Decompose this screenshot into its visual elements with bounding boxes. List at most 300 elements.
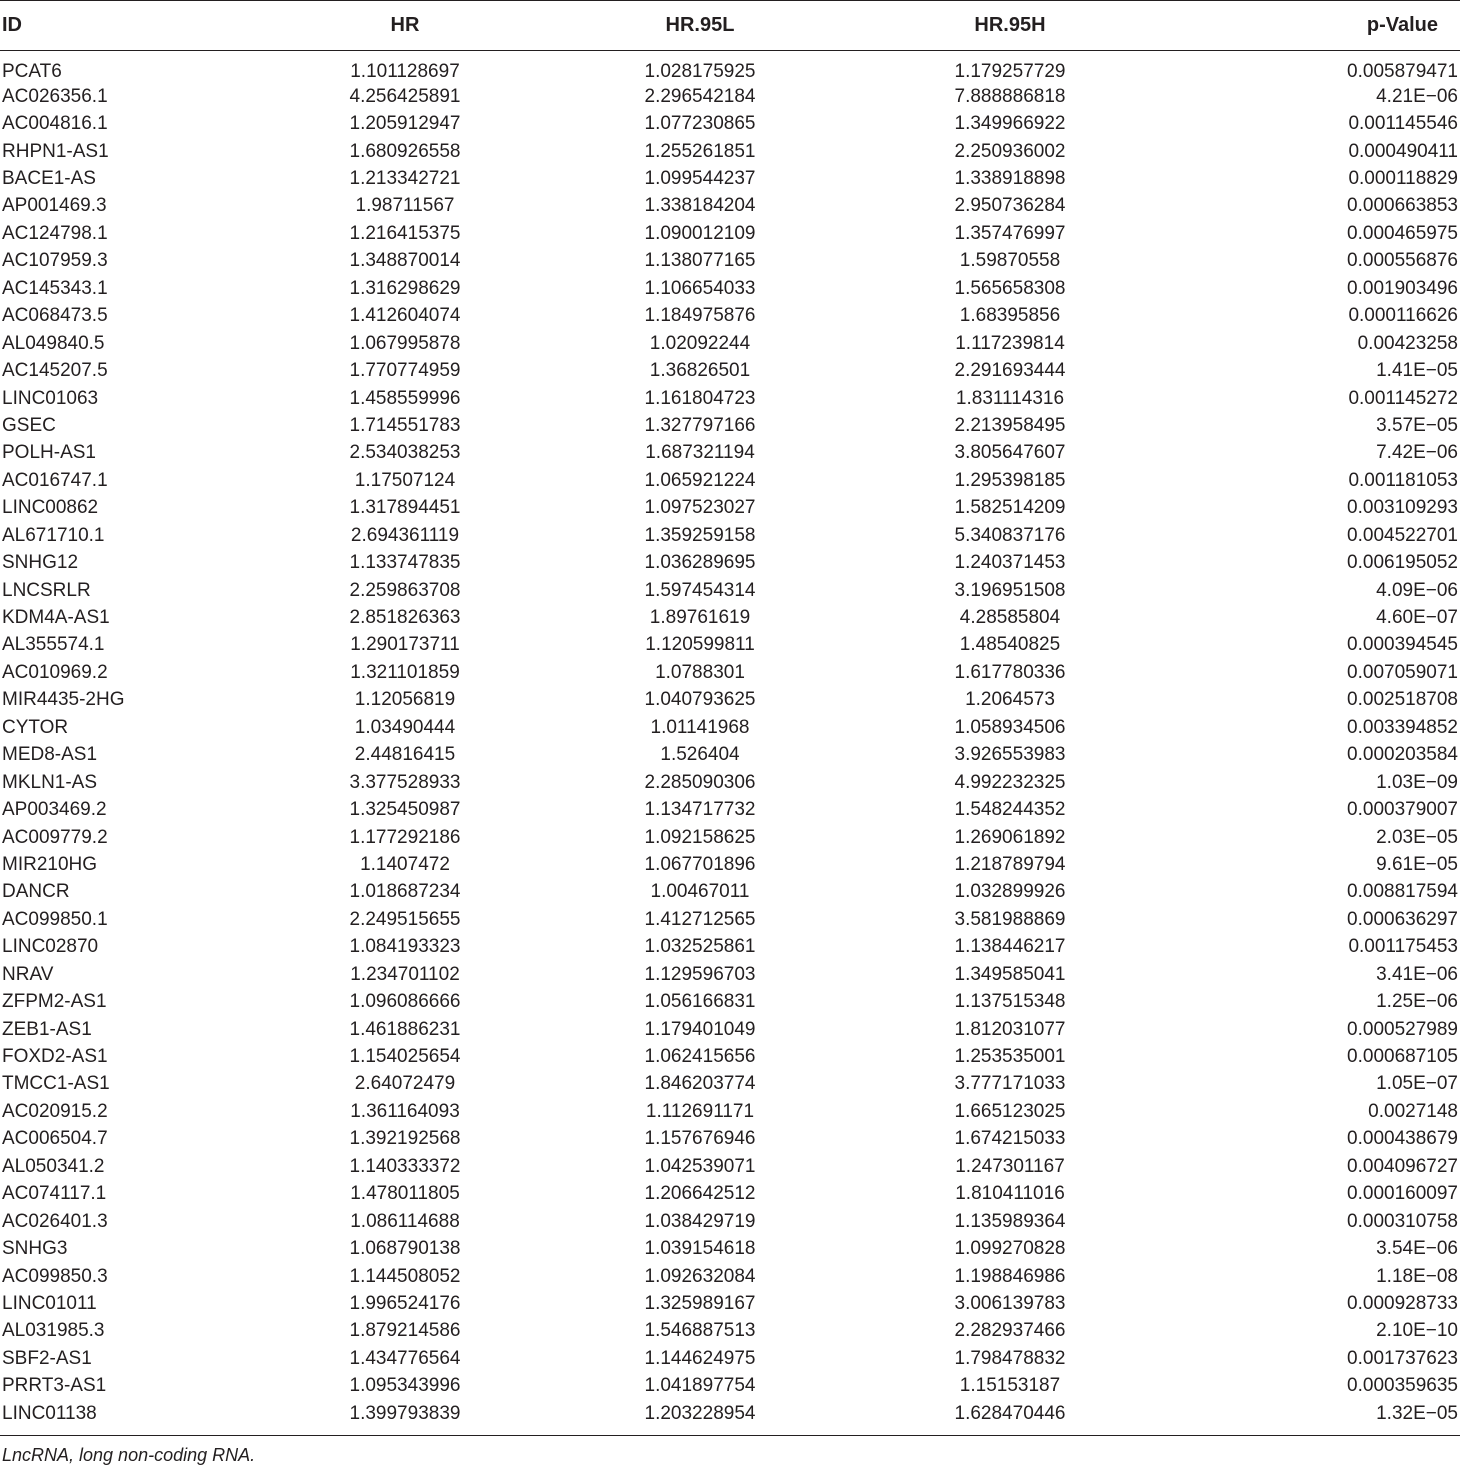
cell-hr: 1.316298629 bbox=[349, 277, 461, 299]
cell-hr-95l: 1.112691171 bbox=[645, 1100, 755, 1122]
cell-hr: 1.12056819 bbox=[354, 689, 456, 711]
cell-hr-95l: 1.090012109 bbox=[644, 222, 756, 244]
cell-hr-95l: 1.161804723 bbox=[644, 387, 756, 409]
cell-hr-95l: 1.129596703 bbox=[644, 963, 756, 985]
cell-p-value: 0.000310758 bbox=[1347, 1210, 1458, 1232]
cell-id: AL031985.3 bbox=[2, 1320, 105, 1342]
cell-hr-95h: 3.926553983 bbox=[954, 744, 1066, 766]
cell-hr-95h: 1.032899926 bbox=[954, 881, 1066, 903]
cell-p-value: 0.002518708 bbox=[1347, 689, 1458, 711]
cell-hr-95l: 1.526404 bbox=[660, 744, 740, 766]
cell-p-value: 0.001175453 bbox=[1348, 936, 1458, 958]
cell-hr-95l: 2.296542184 bbox=[644, 85, 756, 107]
cell-id: POLH-AS1 bbox=[2, 442, 96, 464]
cell-hr-95h: 1.628470446 bbox=[954, 1402, 1066, 1424]
cell-id: LINC00862 bbox=[2, 497, 99, 519]
cell-hr: 1.996524176 bbox=[349, 1292, 461, 1314]
cell-hr: 1.770774959 bbox=[349, 360, 461, 382]
cell-hr-95h: 1.798478832 bbox=[954, 1347, 1066, 1369]
cell-hr-95l: 1.092158625 bbox=[644, 826, 756, 848]
cell-p-value: 0.000556876 bbox=[1347, 250, 1458, 272]
cell-p-value: 0.006195052 bbox=[1347, 552, 1458, 574]
cell-p-value: 1.18E−08 bbox=[1376, 1265, 1458, 1287]
cell-hr-95l: 1.041897754 bbox=[644, 1375, 756, 1397]
cell-hr-95l: 1.097523027 bbox=[644, 497, 756, 519]
table-row bbox=[0, 83, 1460, 110]
cell-hr-95h: 1.247301167 bbox=[955, 1155, 1065, 1177]
cell-id: AC145343.1 bbox=[2, 277, 108, 299]
table-row bbox=[0, 165, 1460, 192]
cell-id: KDM4A-AS1 bbox=[2, 607, 110, 629]
cell-p-value: 4.09E−06 bbox=[1376, 579, 1458, 601]
cell-hr: 2.249515655 bbox=[349, 908, 461, 930]
table-row bbox=[0, 303, 1460, 330]
cell-hr-95l: 1.067701896 bbox=[644, 853, 756, 875]
cell-hr-95h: 3.581988869 bbox=[954, 908, 1066, 930]
cell-hr-95l: 1.02092244 bbox=[649, 332, 751, 354]
cell-p-value: 1.03E−09 bbox=[1376, 771, 1458, 793]
table-row bbox=[0, 1098, 1460, 1125]
cell-hr-95h: 1.48540825 bbox=[959, 634, 1061, 656]
table-row bbox=[0, 549, 1460, 576]
cell-hr-95l: 1.846203774 bbox=[644, 1073, 756, 1095]
cell-hr: 1.067995878 bbox=[349, 332, 461, 354]
cell-id: SNHG12 bbox=[2, 552, 79, 574]
cell-id: AC099850.3 bbox=[2, 1265, 108, 1287]
cell-hr-95h: 1.295398185 bbox=[954, 469, 1066, 491]
cell-hr: 2.851826363 bbox=[349, 607, 461, 629]
cell-hr-95h: 1.137515348 bbox=[954, 991, 1066, 1013]
cell-id: MKLN1-AS bbox=[2, 771, 98, 793]
cell-hr-95h: 4.28585804 bbox=[959, 607, 1061, 629]
cell-hr: 1.461886231 bbox=[349, 1018, 461, 1040]
cell-hr: 2.694361119 bbox=[350, 524, 460, 546]
cell-id: AP001469.3 bbox=[2, 195, 107, 217]
cell-hr: 1.096086666 bbox=[349, 991, 461, 1013]
cell-hr-95l: 1.038429719 bbox=[644, 1210, 756, 1232]
cell-p-value: 3.41E−06 bbox=[1376, 963, 1458, 985]
cell-id: DANCR bbox=[2, 881, 70, 903]
table-row bbox=[0, 851, 1460, 878]
cell-p-value: 0.000490411 bbox=[1348, 140, 1458, 162]
cell-hr: 1.140333372 bbox=[349, 1155, 461, 1177]
cell-id: AC145207.5 bbox=[2, 360, 108, 382]
cell-hr-95h: 2.950736284 bbox=[954, 195, 1066, 217]
cell-id: SNHG3 bbox=[2, 1238, 68, 1260]
cell-id: LINC01138 bbox=[2, 1402, 97, 1424]
cell-hr-95l: 1.00467011 bbox=[650, 881, 750, 903]
table-row bbox=[0, 110, 1460, 137]
cell-hr-95l: 1.065921224 bbox=[644, 469, 756, 491]
table-row bbox=[0, 824, 1460, 851]
column-header-id: ID bbox=[0, 1, 260, 51]
cell-hr-95l: 1.184975876 bbox=[644, 305, 756, 327]
cell-id: AC010969.2 bbox=[2, 661, 108, 683]
cell-hr: 1.290173711 bbox=[350, 634, 460, 656]
cell-p-value: 4.60E−07 bbox=[1376, 607, 1458, 629]
table-row bbox=[0, 385, 1460, 412]
cell-id: AC074117.1 bbox=[2, 1183, 107, 1205]
table-row bbox=[0, 51, 1460, 84]
cell-hr: 1.17507124 bbox=[354, 469, 456, 491]
cell-hr-95l: 1.134717732 bbox=[644, 799, 756, 821]
cell-hr-95l: 1.106654033 bbox=[644, 277, 756, 299]
table-row bbox=[0, 577, 1460, 604]
cell-hr-95l: 1.325989167 bbox=[644, 1292, 756, 1314]
cell-p-value: 0.004096727 bbox=[1347, 1155, 1458, 1177]
cell-hr-95l: 1.062415656 bbox=[644, 1046, 756, 1068]
cell-id: AL050341.2 bbox=[2, 1155, 105, 1177]
cell-hr-95h: 1.665123025 bbox=[954, 1100, 1066, 1122]
table-row bbox=[0, 687, 1460, 714]
table-row bbox=[0, 357, 1460, 384]
cell-hr: 1.213342721 bbox=[349, 168, 461, 190]
cell-hr-95l: 1.144624975 bbox=[644, 1347, 756, 1369]
cell-id: ZEB1-AS1 bbox=[2, 1018, 92, 1040]
cell-hr: 1.98711567 bbox=[355, 195, 455, 217]
cell-hr-95l: 1.028175925 bbox=[644, 61, 756, 82]
cell-hr-95h: 1.349585041 bbox=[954, 963, 1066, 985]
cell-p-value: 0.004522701 bbox=[1347, 524, 1458, 546]
cell-hr-95l: 1.338184204 bbox=[644, 195, 756, 217]
cell-hr: 1.234701102 bbox=[350, 963, 460, 985]
cell-hr-95h: 1.582514209 bbox=[954, 497, 1066, 519]
cell-p-value: 0.000116626 bbox=[1348, 305, 1458, 327]
cell-id: CYTOR bbox=[2, 716, 69, 738]
cell-hr: 1.361164093 bbox=[350, 1100, 460, 1122]
table-row bbox=[0, 1043, 1460, 1070]
cell-hr-95h: 3.196951508 bbox=[954, 579, 1066, 601]
cell-hr: 1.068790138 bbox=[349, 1238, 461, 1260]
cell-hr-95l: 1.042539071 bbox=[644, 1155, 756, 1177]
cell-id: AP003469.2 bbox=[2, 799, 107, 821]
cell-hr-95l: 1.597454314 bbox=[644, 579, 756, 601]
table-row bbox=[0, 988, 1460, 1015]
cell-hr-95h: 1.548244352 bbox=[954, 799, 1066, 821]
cell-hr-95h: 3.777171033 bbox=[954, 1073, 1066, 1095]
cell-p-value: 2.03E−05 bbox=[1376, 826, 1458, 848]
table-row bbox=[0, 275, 1460, 302]
cell-id: LINC01011 bbox=[2, 1292, 97, 1314]
cell-hr: 2.44816415 bbox=[354, 744, 456, 766]
cell-hr: 2.534038253 bbox=[349, 442, 461, 464]
cell-hr-95l: 1.077230865 bbox=[644, 113, 756, 135]
cell-p-value: 3.54E−06 bbox=[1376, 1238, 1458, 1260]
cell-id: AC099850.1 bbox=[2, 908, 108, 930]
cell-id: AL671710.1 bbox=[2, 524, 105, 546]
table-row bbox=[0, 906, 1460, 933]
cell-id: AC124798.1 bbox=[2, 222, 108, 244]
column-header-hr-95h: HR.95H bbox=[850, 1, 1170, 51]
table-row bbox=[0, 138, 1460, 165]
cell-id: LINC02870 bbox=[2, 936, 99, 958]
table-row bbox=[0, 1153, 1460, 1180]
cell-p-value: 0.003394852 bbox=[1347, 716, 1458, 738]
cell-hr: 1.1407472 bbox=[360, 853, 450, 875]
header-row bbox=[0, 1, 1460, 51]
cell-hr-95l: 1.036289695 bbox=[644, 552, 756, 574]
cell-hr: 1.216415375 bbox=[349, 222, 461, 244]
cell-hr-95h: 1.179257729 bbox=[954, 61, 1066, 82]
cell-id: AC009779.2 bbox=[2, 826, 108, 848]
table-row bbox=[0, 522, 1460, 549]
cell-hr-95h: 1.218789794 bbox=[954, 853, 1066, 875]
cell-hr: 2.259863708 bbox=[349, 579, 461, 601]
cell-p-value: 0.000527989 bbox=[1347, 1018, 1458, 1040]
table-row bbox=[0, 1400, 1460, 1427]
cell-p-value: 0.000465975 bbox=[1347, 222, 1458, 244]
table-row bbox=[0, 1373, 1460, 1400]
cell-hr-95h: 1.349966922 bbox=[954, 113, 1066, 135]
cell-p-value: 0.000160097 bbox=[1347, 1183, 1458, 1205]
cell-hr: 1.205912947 bbox=[349, 113, 461, 135]
cell-hr: 1.177292186 bbox=[349, 826, 461, 848]
table-row bbox=[0, 714, 1460, 741]
cell-id: PCAT6 bbox=[2, 61, 62, 82]
cell-hr-95h: 7.888886818 bbox=[954, 85, 1066, 107]
cell-hr-95l: 2.285090306 bbox=[644, 771, 756, 793]
cell-id: AC016747.1 bbox=[2, 469, 108, 491]
cell-hr-95h: 1.59870558 bbox=[959, 250, 1061, 272]
cell-hr-95h: 1.15153187 bbox=[959, 1375, 1061, 1397]
cell-hr-95h: 1.269061892 bbox=[954, 826, 1066, 848]
cell-id: SBF2-AS1 bbox=[2, 1347, 92, 1369]
cell-id: AC006504.7 bbox=[2, 1128, 108, 1150]
cell-hr-95h: 1.810411016 bbox=[955, 1183, 1065, 1205]
cell-p-value: 0.00423258 bbox=[1357, 332, 1458, 354]
cell-p-value: 0.000438679 bbox=[1347, 1128, 1458, 1150]
cell-hr-95l: 1.179401049 bbox=[644, 1018, 756, 1040]
cell-hr: 1.434776564 bbox=[349, 1347, 461, 1369]
cell-p-value: 0.000636297 bbox=[1347, 908, 1458, 930]
table-row bbox=[0, 440, 1460, 467]
cell-hr-95l: 1.040793625 bbox=[644, 689, 756, 711]
table-row bbox=[0, 1016, 1460, 1043]
cell-id: AC026401.3 bbox=[2, 1210, 108, 1232]
cell-id: NRAV bbox=[2, 963, 54, 985]
cell-hr-95h: 2.291693444 bbox=[954, 360, 1066, 382]
cell-p-value: 0.000203584 bbox=[1347, 744, 1458, 766]
cell-p-value: 1.25E−06 bbox=[1376, 991, 1458, 1013]
cell-p-value: 0.001181053 bbox=[1348, 469, 1458, 491]
cell-id: PRRT3-AS1 bbox=[2, 1375, 107, 1397]
table-row bbox=[0, 1318, 1460, 1345]
cell-hr-95h: 1.357476997 bbox=[954, 222, 1066, 244]
table-row bbox=[0, 604, 1460, 631]
cell-hr-95l: 1.203228954 bbox=[644, 1402, 756, 1424]
cell-id: AC107959.3 bbox=[2, 250, 108, 272]
cell-p-value: 2.10E−10 bbox=[1376, 1320, 1458, 1342]
cell-hr: 1.412604074 bbox=[349, 305, 461, 327]
column-header-hr-95l: HR.95L bbox=[550, 1, 850, 51]
cell-hr: 1.879214586 bbox=[349, 1320, 461, 1342]
cell-p-value: 0.001903496 bbox=[1347, 277, 1458, 299]
table-row bbox=[0, 796, 1460, 823]
cell-id: RHPN1-AS1 bbox=[2, 140, 109, 162]
cell-hr: 1.680926558 bbox=[349, 140, 461, 162]
cell-hr-95l: 1.359259158 bbox=[644, 524, 756, 546]
cell-id: AL355574.1 bbox=[2, 634, 105, 656]
cell-hr-95h: 1.099270828 bbox=[954, 1238, 1066, 1260]
cell-hr-95h: 3.805647607 bbox=[954, 442, 1066, 464]
cell-hr-95l: 1.099544237 bbox=[644, 168, 756, 190]
cell-id: TMCC1-AS1 bbox=[2, 1073, 110, 1095]
cell-p-value: 0.001145546 bbox=[1348, 113, 1458, 135]
cell-hr: 1.321101859 bbox=[350, 661, 460, 683]
table-row bbox=[0, 1235, 1460, 1262]
cell-hr-95h: 1.617780336 bbox=[954, 661, 1066, 683]
cell-p-value: 9.61E−05 bbox=[1376, 853, 1458, 875]
cell-hr-95l: 1.120599811 bbox=[645, 634, 755, 656]
cell-hr-95h: 1.68395856 bbox=[959, 305, 1061, 327]
cell-hr-95l: 1.36826501 bbox=[649, 360, 751, 382]
cell-hr-95h: 1.240371453 bbox=[954, 552, 1066, 574]
cell-hr-95h: 1.338918898 bbox=[954, 168, 1066, 190]
cell-hr: 1.095343996 bbox=[349, 1375, 461, 1397]
cell-hr: 4.256425891 bbox=[349, 85, 461, 107]
cell-hr: 1.133747835 bbox=[349, 552, 461, 574]
cell-hr-95l: 1.255261851 bbox=[644, 140, 756, 162]
cell-hr: 1.348870014 bbox=[349, 250, 461, 272]
cell-hr-95h: 4.992232325 bbox=[954, 771, 1066, 793]
cell-hr-95l: 1.056166831 bbox=[644, 991, 756, 1013]
table-row bbox=[0, 1126, 1460, 1153]
cell-p-value: 0.000394545 bbox=[1347, 634, 1458, 656]
cell-id: LNCSRLR bbox=[2, 579, 91, 601]
cell-hr: 1.084193323 bbox=[349, 936, 461, 958]
cell-hr-95l: 1.138077165 bbox=[644, 250, 756, 272]
table-row bbox=[0, 1345, 1460, 1372]
table-footnote: LncRNA, long non-coding RNA. bbox=[2, 1445, 256, 1466]
cell-hr-95h: 1.198846986 bbox=[954, 1265, 1066, 1287]
cell-hr-95h: 1.135989364 bbox=[954, 1210, 1066, 1232]
cell-hr: 3.377528933 bbox=[349, 771, 461, 793]
cell-p-value: 4.21E−06 bbox=[1376, 85, 1458, 107]
table-row bbox=[0, 248, 1460, 275]
table-row bbox=[0, 1181, 1460, 1208]
cell-p-value: 7.42E−06 bbox=[1376, 442, 1458, 464]
cell-hr-95h: 2.213958495 bbox=[954, 414, 1066, 436]
column-header-p-value: p-Value bbox=[1170, 1, 1460, 51]
cell-p-value: 1.41E−05 bbox=[1376, 360, 1458, 382]
cell-hr-95l: 1.0788301 bbox=[655, 661, 745, 683]
cell-hr: 1.144508052 bbox=[349, 1265, 461, 1287]
cell-hr-95h: 1.138446217 bbox=[954, 936, 1066, 958]
cell-hr-95l: 1.092632084 bbox=[644, 1265, 756, 1287]
cell-hr-95l: 1.01141968 bbox=[650, 716, 750, 738]
cell-id: LINC01063 bbox=[2, 387, 99, 409]
cell-p-value: 0.000359635 bbox=[1347, 1375, 1458, 1397]
cell-p-value: 0.000928733 bbox=[1347, 1292, 1458, 1314]
cell-hr: 1.325450987 bbox=[349, 799, 461, 821]
cell-hr-95h: 1.253535001 bbox=[954, 1046, 1066, 1068]
cell-p-value: 1.05E−07 bbox=[1376, 1073, 1458, 1095]
table-row bbox=[0, 769, 1460, 796]
cell-hr-95l: 1.89761619 bbox=[649, 607, 751, 629]
cell-id: AC068473.5 bbox=[2, 305, 108, 327]
cell-hr-95h: 5.340837176 bbox=[954, 524, 1066, 546]
cell-p-value: 3.57E−05 bbox=[1376, 414, 1458, 436]
cell-hr: 1.458559996 bbox=[349, 387, 461, 409]
table-row bbox=[0, 220, 1460, 247]
cell-hr: 1.101128697 bbox=[350, 61, 460, 82]
table-row bbox=[0, 879, 1460, 906]
cell-p-value: 0.001145272 bbox=[1348, 387, 1458, 409]
cell-hr: 1.086114688 bbox=[350, 1210, 460, 1232]
cell-id: AL049840.5 bbox=[2, 332, 105, 354]
cell-hr-95h: 1.831114316 bbox=[955, 387, 1065, 409]
cell-hr-95l: 1.687321194 bbox=[645, 442, 755, 464]
cell-id: AC026356.1 bbox=[2, 85, 108, 107]
table-row bbox=[0, 330, 1460, 357]
cell-p-value: 1.32E−05 bbox=[1376, 1402, 1458, 1424]
table-row bbox=[0, 1290, 1460, 1317]
cell-id: MIR4435-2HG bbox=[2, 689, 125, 711]
cell-hr-95l: 1.032525861 bbox=[644, 936, 756, 958]
cell-id: AC004816.1 bbox=[2, 113, 108, 135]
cell-hr-95h: 1.565658308 bbox=[954, 277, 1066, 299]
cell-p-value: 0.000118829 bbox=[1348, 168, 1458, 190]
cell-hr: 1.399793839 bbox=[349, 1402, 461, 1424]
table-row bbox=[0, 934, 1460, 961]
table-row bbox=[0, 742, 1460, 769]
cell-p-value: 0.007059071 bbox=[1347, 661, 1458, 683]
cell-id: FOXD2-AS1 bbox=[2, 1046, 108, 1068]
cell-p-value: 0.0027148 bbox=[1368, 1100, 1458, 1122]
cell-hr-95h: 1.674215033 bbox=[954, 1128, 1066, 1150]
cell-hr: 1.03490444 bbox=[354, 716, 456, 738]
table-row bbox=[0, 412, 1460, 439]
cell-hr-95l: 1.327797166 bbox=[644, 414, 756, 436]
table-row bbox=[0, 1071, 1460, 1098]
table-row bbox=[0, 193, 1460, 220]
cell-p-value: 0.000379007 bbox=[1347, 799, 1458, 821]
cell-id: ZFPM2-AS1 bbox=[2, 991, 107, 1013]
cell-p-value: 0.000663853 bbox=[1347, 195, 1458, 217]
table-row bbox=[0, 961, 1460, 988]
cell-hr-95h: 1.812031077 bbox=[954, 1018, 1066, 1040]
cell-hr: 1.392192568 bbox=[349, 1128, 461, 1150]
cell-hr-95l: 1.206642512 bbox=[644, 1183, 756, 1205]
cell-hr-95h: 3.006139783 bbox=[954, 1292, 1066, 1314]
cell-hr: 1.714551783 bbox=[349, 414, 461, 436]
table-row bbox=[0, 495, 1460, 522]
cell-id: GSEC bbox=[2, 414, 56, 436]
cell-id: BACE1-AS bbox=[2, 168, 96, 190]
cell-hr-95h: 2.282937466 bbox=[954, 1320, 1066, 1342]
cell-hr-95l: 1.546887513 bbox=[644, 1320, 756, 1342]
cell-hr-95l: 1.157676946 bbox=[644, 1128, 756, 1150]
cell-hr: 1.018687234 bbox=[349, 881, 461, 903]
cell-id: MIR210HG bbox=[2, 853, 98, 875]
table-row bbox=[0, 467, 1460, 494]
cell-hr-95h: 2.250936002 bbox=[954, 140, 1066, 162]
cell-hr: 1.478011805 bbox=[350, 1183, 460, 1205]
cell-id: MED8-AS1 bbox=[2, 744, 98, 766]
column-header-hr: HR bbox=[260, 1, 550, 51]
bottom-rule bbox=[0, 1435, 1460, 1436]
cell-hr: 1.317894451 bbox=[349, 497, 461, 519]
cell-hr: 2.64072479 bbox=[354, 1073, 456, 1095]
table-row bbox=[0, 1263, 1460, 1290]
cell-p-value: 0.000687105 bbox=[1347, 1046, 1458, 1068]
cell-hr-95l: 1.039154618 bbox=[644, 1238, 756, 1260]
table-header bbox=[0, 1, 1460, 51]
cell-hr-95h: 1.058934506 bbox=[954, 716, 1066, 738]
cell-p-value: 0.005879471 bbox=[1347, 61, 1458, 82]
table-body bbox=[0, 51, 1460, 1428]
cell-p-value: 0.003109293 bbox=[1347, 497, 1458, 519]
